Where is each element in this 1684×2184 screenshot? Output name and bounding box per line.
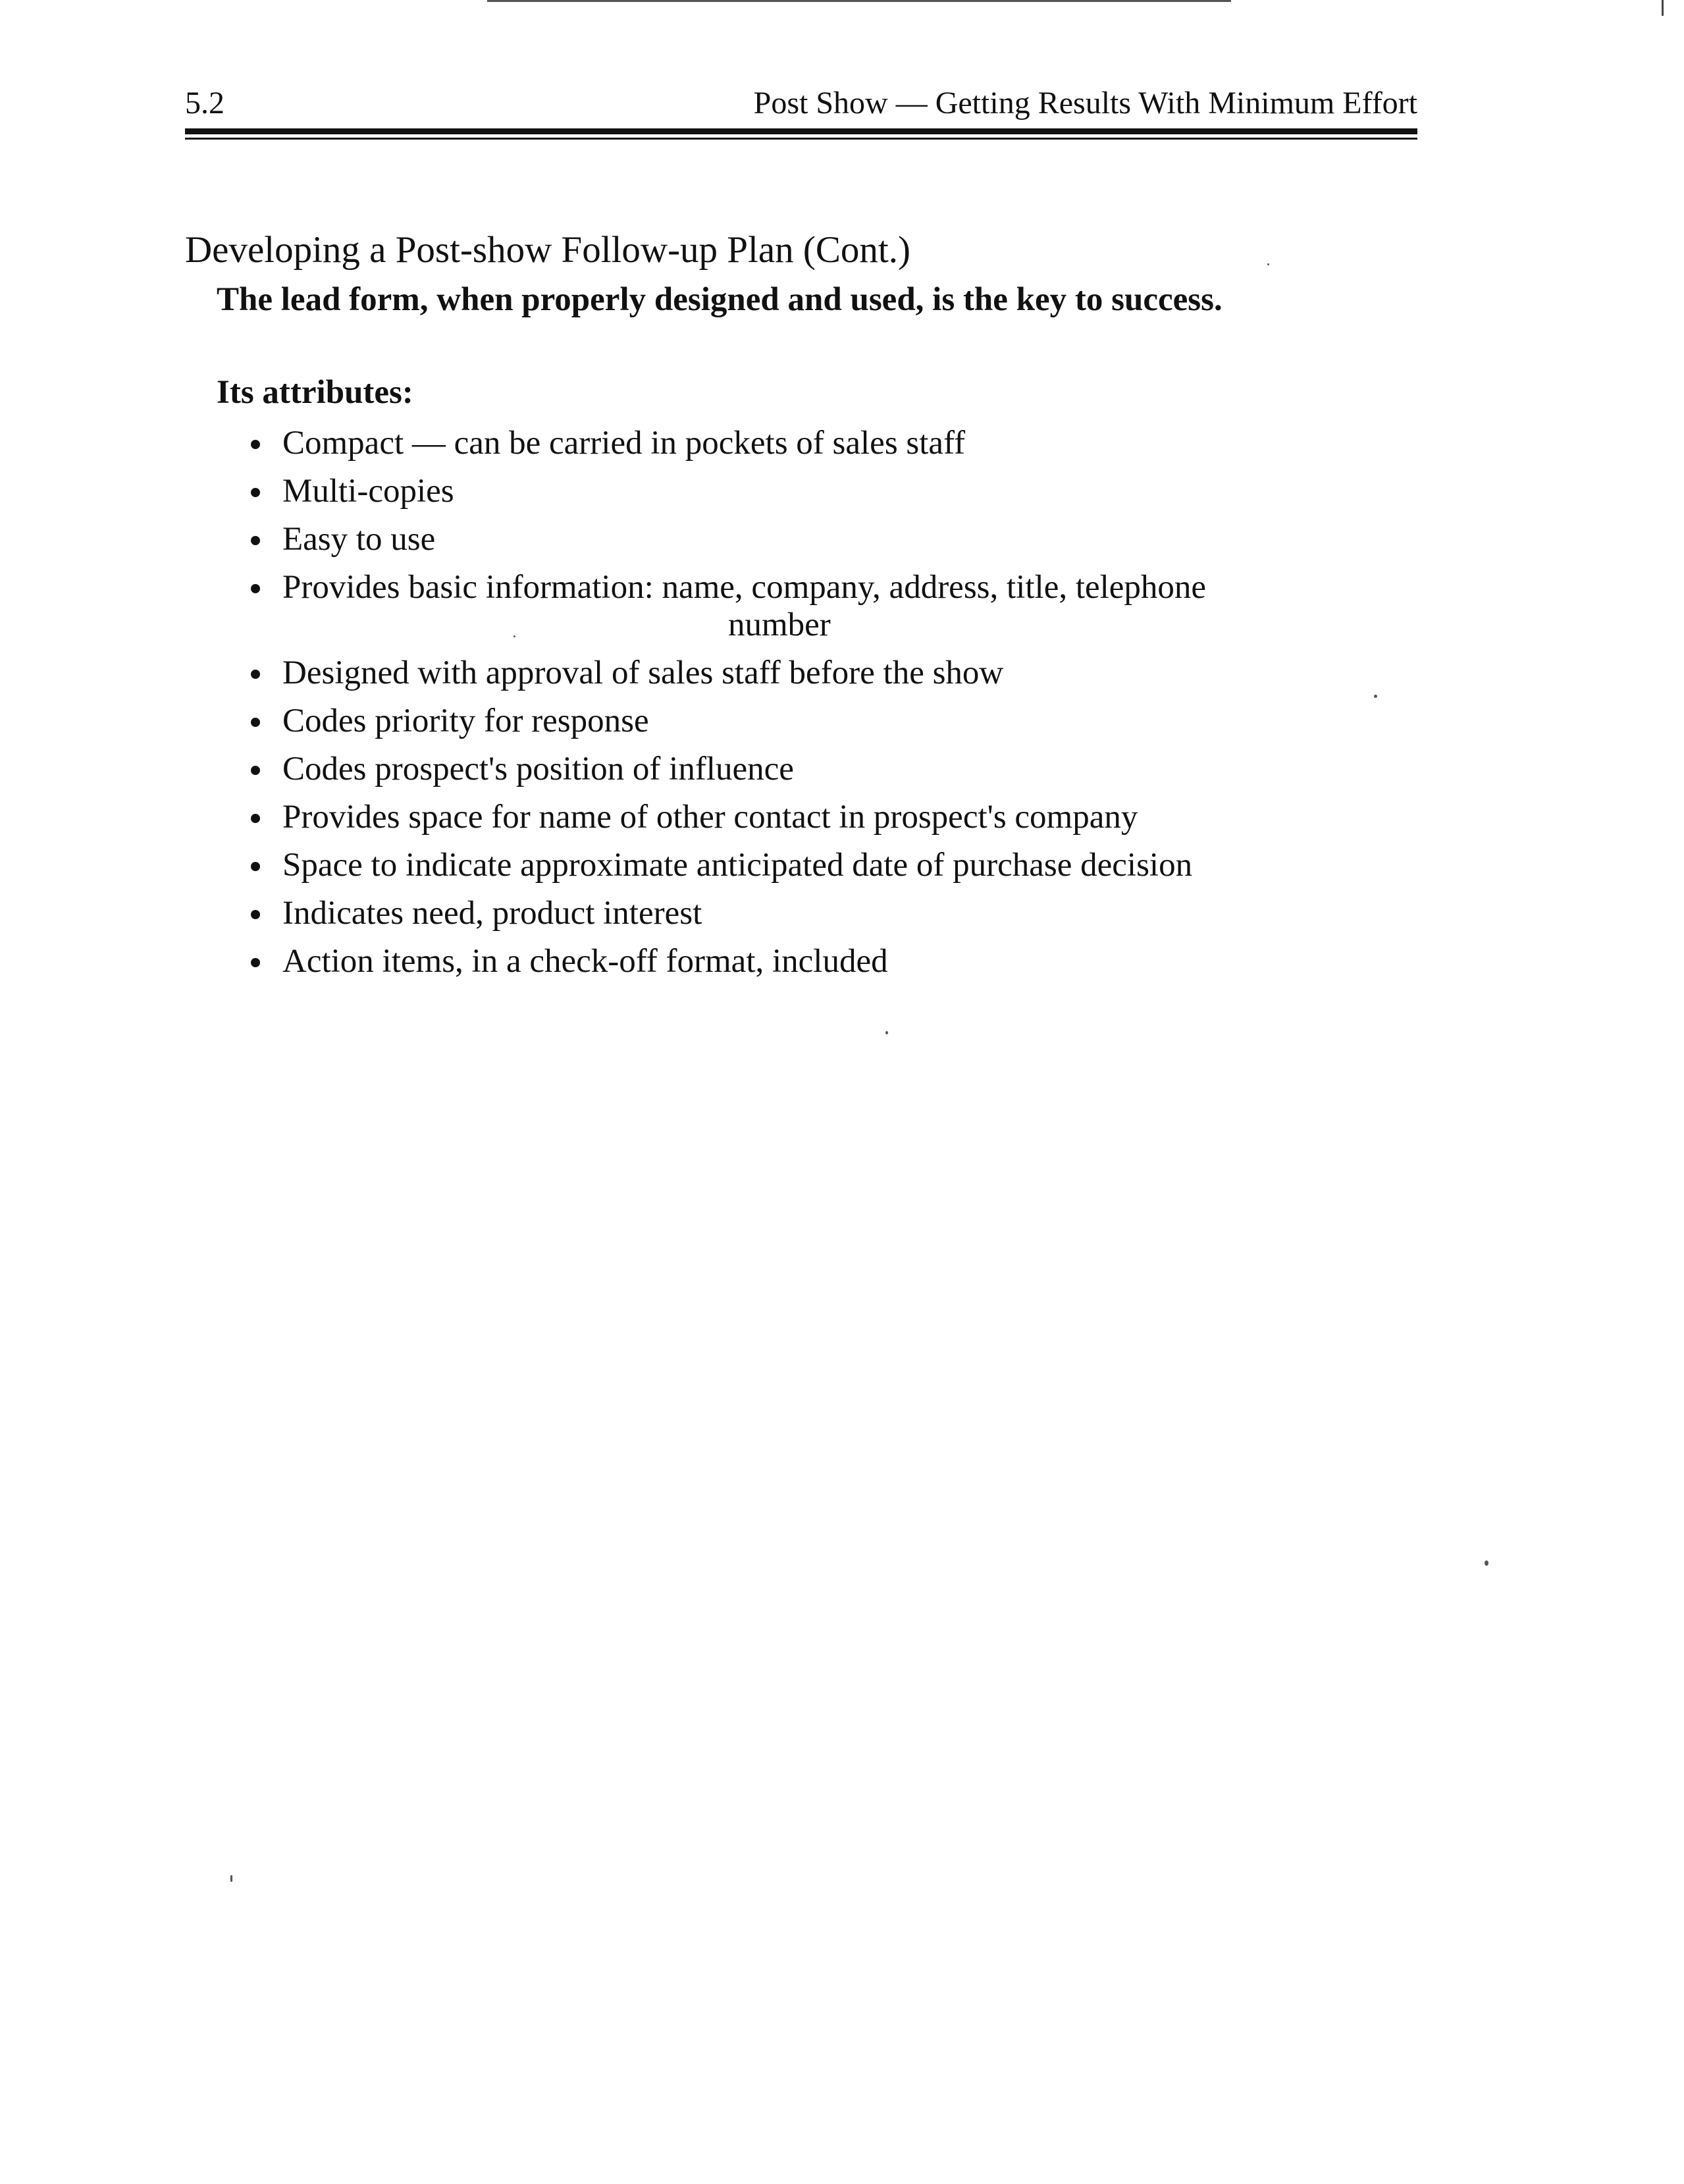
attribute-item — [247, 424, 1419, 463]
attribute-item — [247, 894, 1419, 933]
scan-speck — [1374, 695, 1377, 698]
attribute-item — [247, 846, 1419, 885]
page-top-edge-line — [487, 0, 1231, 2]
attribute-text: Compact — can be carried in pockets of sales staff — [282, 425, 966, 462]
bullet-icon — [251, 958, 260, 967]
attribute-item — [247, 798, 1419, 837]
section-heading: Developing a Post-show Follow-up Plan (Cont.) — [185, 229, 910, 271]
bullet-icon — [251, 488, 260, 497]
lead-statement: The lead form, when properly designed and used, is the key to success. — [217, 281, 1223, 318]
attribute-text: Indicates need, product interest — [282, 895, 702, 932]
attribute-text: Codes priority for response — [282, 703, 649, 739]
bullet-icon — [251, 584, 260, 593]
scan-speck — [513, 635, 515, 637]
attribute-item — [247, 702, 1419, 741]
bullet-icon — [251, 718, 260, 727]
scan-speck — [885, 1031, 888, 1034]
scan-speck — [1485, 1560, 1488, 1566]
bullet-icon — [251, 814, 260, 823]
attribute-item — [247, 942, 1419, 981]
attribute-continuation: number — [728, 606, 831, 643]
attributes-heading: Its attributes: — [217, 374, 413, 411]
attribute-item — [247, 750, 1419, 789]
attribute-text: Multi-copies — [282, 473, 454, 510]
header-rule-thin — [185, 138, 1417, 140]
attribute-text: Provides space for name of other contact in prospect's company — [282, 799, 1138, 836]
attribute-item — [247, 472, 1419, 511]
attribute-item — [247, 654, 1419, 693]
bullet-icon — [251, 766, 260, 775]
running-title: Post Show — Getting Results With Minimum Effort — [753, 86, 1417, 120]
bullet-icon — [251, 910, 260, 919]
header-rule-thick — [185, 128, 1417, 134]
attribute-item — [247, 568, 1419, 645]
page-right-edge-mark — [1662, 0, 1664, 16]
attribute-text: Provides basic information: name, company, address, title, telephone — [282, 569, 1207, 606]
bullet-icon — [251, 862, 260, 871]
attribute-text: Space to indicate approximate anticipated date of purchase decision — [282, 847, 1193, 884]
scan-speck — [1267, 263, 1269, 265]
bullet-icon — [251, 440, 260, 449]
attribute-text: Easy to use — [282, 521, 436, 558]
bullet-icon — [251, 536, 260, 545]
attribute-list — [247, 424, 1419, 990]
page-header — [185, 80, 1417, 126]
scan-speck — [230, 1875, 232, 1882]
attribute-item — [247, 520, 1419, 559]
bullet-icon — [251, 670, 260, 679]
attribute-text: Designed with approval of sales staff before the show — [282, 654, 1004, 691]
attribute-text: Action items, in a check-off format, included — [282, 943, 888, 980]
page-number: 5.2 — [185, 86, 224, 120]
attribute-text: Codes prospect's position of influence — [282, 751, 794, 787]
